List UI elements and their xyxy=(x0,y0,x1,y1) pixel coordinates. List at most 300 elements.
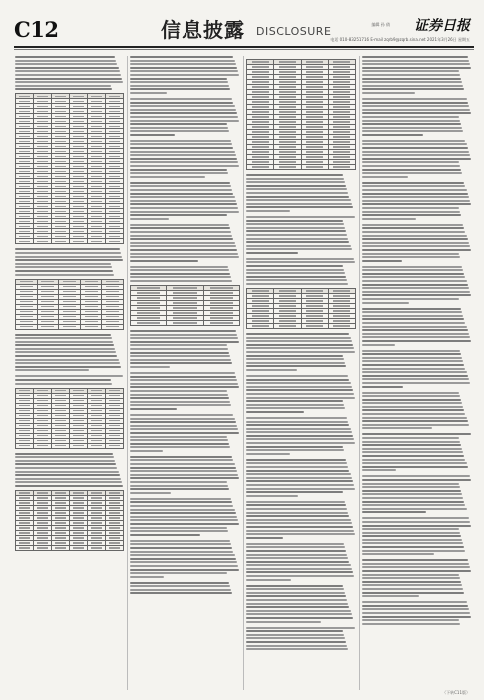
text-line xyxy=(362,315,463,317)
cell-text xyxy=(91,410,102,412)
cell-text xyxy=(73,146,84,148)
text-line xyxy=(130,211,239,213)
text-line xyxy=(246,279,347,281)
text-line xyxy=(130,576,164,578)
cell-text xyxy=(109,492,120,494)
text-line xyxy=(15,478,121,480)
cell-text xyxy=(73,186,84,188)
text-line xyxy=(362,563,469,565)
cell-text xyxy=(37,166,48,168)
table-row xyxy=(131,291,240,296)
text-line xyxy=(362,375,468,377)
cell-text xyxy=(73,216,84,218)
text-line xyxy=(130,78,227,80)
text-line xyxy=(130,337,238,339)
cell-text xyxy=(109,106,120,108)
cell-text xyxy=(333,290,350,292)
cell-text xyxy=(37,136,48,138)
cell-text xyxy=(306,166,323,168)
cell-text xyxy=(19,512,30,514)
cell-text xyxy=(306,61,323,63)
cell-text xyxy=(73,512,84,514)
cell-text xyxy=(73,236,84,238)
text-line xyxy=(362,521,470,523)
cell-text xyxy=(333,161,350,163)
text-line xyxy=(362,260,402,262)
cell-text xyxy=(91,106,102,108)
cell-text xyxy=(85,316,98,318)
table-cell xyxy=(106,545,124,550)
text-line xyxy=(130,224,229,226)
text-line xyxy=(15,88,112,90)
cell-text xyxy=(37,106,48,108)
cell-text xyxy=(306,101,323,103)
cell-text xyxy=(55,435,66,437)
table-cell xyxy=(34,545,52,550)
cell-text xyxy=(106,316,119,318)
text-line xyxy=(362,189,467,191)
table-cell xyxy=(59,324,81,329)
cell-text xyxy=(91,497,102,499)
column-2 xyxy=(130,56,240,690)
cell-text xyxy=(63,281,76,283)
cell-text xyxy=(73,537,84,539)
cell-text xyxy=(106,311,119,313)
table-cell xyxy=(16,324,38,329)
cell-text xyxy=(91,445,102,447)
text-line xyxy=(130,428,238,430)
text-line xyxy=(246,550,346,552)
text-line xyxy=(246,546,345,548)
cell-text xyxy=(252,101,269,103)
cell-text xyxy=(333,121,350,123)
text-line xyxy=(246,575,354,577)
text-line xyxy=(130,467,236,469)
cell-text xyxy=(306,300,323,302)
text-line xyxy=(130,492,171,494)
cell-text xyxy=(252,106,269,108)
cell-text xyxy=(106,291,119,293)
text-line xyxy=(362,483,459,485)
text-line xyxy=(362,577,460,579)
text-line xyxy=(130,372,235,374)
text-line xyxy=(362,601,467,603)
cell-text xyxy=(333,96,350,98)
text-line xyxy=(15,78,122,80)
section-title: 信息披露 xyxy=(161,18,245,42)
text-line xyxy=(130,477,239,479)
table-cell xyxy=(88,239,106,244)
text-line xyxy=(362,592,464,594)
text-line xyxy=(246,276,346,278)
cell-text xyxy=(19,522,30,524)
cell-text xyxy=(19,400,30,402)
cell-text xyxy=(19,231,30,233)
text-line xyxy=(246,438,354,440)
cell-text xyxy=(109,136,120,138)
cell-text xyxy=(91,512,102,514)
cell-text xyxy=(73,121,84,123)
text-line xyxy=(130,105,235,107)
text-line xyxy=(362,344,395,346)
text-line xyxy=(130,397,229,399)
cell-text xyxy=(73,390,84,392)
table-row xyxy=(16,289,124,294)
text-line xyxy=(362,154,470,156)
cell-text xyxy=(19,156,30,158)
table-cell xyxy=(328,165,355,170)
cell-text xyxy=(279,161,296,163)
cell-text xyxy=(55,430,66,432)
column-divider xyxy=(127,56,128,690)
text-line xyxy=(246,362,345,364)
cell-text xyxy=(85,321,98,323)
cell-text xyxy=(37,400,48,402)
text-line xyxy=(246,230,346,232)
cell-text xyxy=(91,532,102,534)
cell-text xyxy=(55,171,66,173)
text-line xyxy=(130,344,227,346)
text-line xyxy=(130,120,239,122)
cell-text xyxy=(55,146,66,148)
continuation-note: （下转C11版） xyxy=(442,690,470,695)
cell-text xyxy=(106,286,119,288)
text-line xyxy=(362,584,462,586)
text-line xyxy=(362,245,470,247)
cell-text xyxy=(73,435,84,437)
cell-text xyxy=(210,287,233,289)
cell-text xyxy=(106,306,119,308)
text-line xyxy=(15,252,121,254)
text-line xyxy=(246,522,352,524)
text-line xyxy=(246,382,351,384)
cell-text xyxy=(41,286,54,288)
text-line xyxy=(130,341,239,343)
cell-text xyxy=(279,310,296,312)
cell-text xyxy=(252,325,269,327)
text-line xyxy=(362,371,467,373)
text-line xyxy=(362,392,459,394)
text-line xyxy=(246,617,353,619)
text-line xyxy=(246,554,347,556)
text-line xyxy=(130,81,228,83)
cell-text xyxy=(109,507,120,509)
cell-text xyxy=(306,106,323,108)
cell-text xyxy=(19,435,30,437)
table-row xyxy=(131,311,240,316)
text-line xyxy=(362,165,460,167)
text-line xyxy=(246,435,353,437)
cell-text xyxy=(109,196,120,198)
text-line xyxy=(130,245,236,247)
text-line xyxy=(362,105,469,107)
text-line xyxy=(362,550,465,552)
cell-text xyxy=(73,111,84,113)
text-line xyxy=(246,495,298,497)
cell-text xyxy=(333,86,350,88)
cell-text xyxy=(73,221,84,223)
cell-text xyxy=(333,156,350,158)
text-line xyxy=(246,473,351,475)
cell-text xyxy=(252,300,269,302)
text-line xyxy=(130,523,239,525)
cell-text xyxy=(137,312,160,314)
cell-text xyxy=(333,315,350,317)
text-line xyxy=(15,63,117,65)
cell-text xyxy=(19,395,30,397)
text-line xyxy=(246,630,343,632)
cell-text xyxy=(306,71,323,73)
cell-text xyxy=(55,96,66,98)
cell-text xyxy=(19,241,30,243)
cell-text xyxy=(73,106,84,108)
cell-text xyxy=(252,111,269,113)
text-line xyxy=(362,493,462,495)
text-line xyxy=(362,81,462,83)
cell-text xyxy=(41,326,54,328)
cell-text xyxy=(55,181,66,183)
cell-text xyxy=(55,201,66,203)
text-line xyxy=(362,486,460,488)
text-line xyxy=(130,269,229,271)
cell-text xyxy=(91,420,102,422)
cell-text xyxy=(279,305,296,307)
cell-text xyxy=(252,320,269,322)
data-table xyxy=(15,388,124,449)
text-line xyxy=(15,359,119,361)
text-line xyxy=(362,70,459,72)
cell-text xyxy=(55,415,66,417)
cell-text xyxy=(55,410,66,412)
cell-text xyxy=(73,241,84,243)
cell-text xyxy=(252,96,269,98)
cell-text xyxy=(279,126,296,128)
text-line xyxy=(130,92,167,94)
cell-text xyxy=(55,166,66,168)
cell-text xyxy=(109,116,120,118)
cell-text xyxy=(41,281,54,283)
text-line xyxy=(130,70,238,72)
cell-text xyxy=(279,136,296,138)
text-line xyxy=(15,70,120,72)
cell-text xyxy=(20,291,33,293)
cell-text xyxy=(91,517,102,519)
cell-text xyxy=(37,131,48,133)
cell-text xyxy=(91,116,102,118)
cell-text xyxy=(91,236,102,238)
cell-text xyxy=(279,91,296,93)
text-line xyxy=(362,207,459,209)
text-line xyxy=(246,174,343,176)
cell-text xyxy=(37,181,48,183)
cell-text xyxy=(137,307,160,309)
cell-text xyxy=(306,121,323,123)
text-line xyxy=(246,375,348,377)
text-line xyxy=(130,485,228,487)
text-line xyxy=(362,542,463,544)
text-line xyxy=(246,449,344,451)
cell-text xyxy=(73,201,84,203)
text-line xyxy=(246,627,355,629)
cell-text xyxy=(73,415,84,417)
text-line xyxy=(362,182,464,184)
table-row xyxy=(247,324,356,329)
cell-text xyxy=(20,311,33,313)
text-line xyxy=(362,172,462,174)
text-line xyxy=(246,203,352,205)
text-line xyxy=(130,505,233,507)
text-line xyxy=(246,515,349,517)
text-line xyxy=(15,456,114,458)
cell-text xyxy=(210,292,233,294)
text-line xyxy=(130,147,233,149)
data-table xyxy=(15,490,124,551)
cell-text xyxy=(210,302,233,304)
text-line xyxy=(130,386,239,388)
cell-text xyxy=(109,176,120,178)
text-line xyxy=(130,547,232,549)
text-line xyxy=(362,98,467,100)
cell-text xyxy=(63,306,76,308)
text-line xyxy=(362,298,459,300)
text-line xyxy=(15,463,116,465)
cell-text xyxy=(279,86,296,88)
cell-text xyxy=(109,191,120,193)
cell-text xyxy=(109,537,120,539)
text-line xyxy=(362,224,463,226)
cell-text xyxy=(109,211,120,213)
text-line xyxy=(130,498,231,500)
cell-text xyxy=(73,116,84,118)
text-line xyxy=(246,561,349,563)
text-line xyxy=(246,344,353,346)
cell-text xyxy=(55,106,66,108)
cell-text xyxy=(37,201,48,203)
text-line xyxy=(246,258,354,260)
text-line xyxy=(246,592,345,594)
text-line xyxy=(362,528,459,530)
text-line xyxy=(362,308,461,310)
cell-text xyxy=(109,445,120,447)
table-row xyxy=(131,301,240,306)
text-line xyxy=(130,530,228,532)
cell-text xyxy=(73,171,84,173)
cell-text xyxy=(37,216,48,218)
cell-text xyxy=(333,66,350,68)
cell-text xyxy=(279,81,296,83)
cell-text xyxy=(73,517,84,519)
cell-text xyxy=(333,300,350,302)
cell-text xyxy=(109,231,120,233)
cell-text xyxy=(85,301,98,303)
cell-text xyxy=(19,111,30,113)
text-line xyxy=(362,143,467,145)
text-line xyxy=(130,116,238,118)
text-line xyxy=(130,589,231,591)
table-cell xyxy=(328,324,355,329)
cell-text xyxy=(306,111,323,113)
text-line xyxy=(15,259,123,261)
cell-text xyxy=(106,281,119,283)
cell-text xyxy=(55,191,66,193)
cell-text xyxy=(20,316,33,318)
cell-text xyxy=(279,71,296,73)
cell-text xyxy=(91,176,102,178)
cell-text xyxy=(137,297,160,299)
table-row xyxy=(131,296,240,301)
cell-text xyxy=(109,201,120,203)
text-line xyxy=(15,274,114,276)
table-row xyxy=(131,286,240,291)
cell-text xyxy=(19,191,30,193)
cell-text xyxy=(85,311,98,313)
cell-text xyxy=(91,221,102,223)
cell-text xyxy=(333,131,350,133)
cell-text xyxy=(91,522,102,524)
text-line xyxy=(246,537,283,539)
cell-text xyxy=(55,121,66,123)
cell-text xyxy=(279,106,296,108)
text-line xyxy=(362,123,461,125)
text-line xyxy=(246,188,347,190)
table-row xyxy=(16,279,124,284)
cell-text xyxy=(73,176,84,178)
text-line xyxy=(130,253,238,255)
text-line xyxy=(246,358,344,360)
text-line xyxy=(15,362,120,364)
table-row xyxy=(16,319,124,324)
text-line xyxy=(246,462,347,464)
text-line xyxy=(15,481,122,483)
cell-text xyxy=(109,522,120,524)
text-line xyxy=(362,294,471,296)
cell-text xyxy=(37,497,48,499)
text-line xyxy=(362,151,469,153)
cell-text xyxy=(19,106,30,108)
masthead-rule-thin xyxy=(14,49,474,50)
text-line xyxy=(246,470,349,472)
text-line xyxy=(130,172,228,174)
text-line xyxy=(246,446,343,448)
cell-text xyxy=(279,290,296,292)
text-line xyxy=(130,196,235,198)
text-line xyxy=(130,379,237,381)
column-4 xyxy=(362,56,472,690)
cell-text xyxy=(19,405,30,407)
text-line xyxy=(362,382,470,384)
cell-text xyxy=(91,542,102,544)
text-line xyxy=(362,196,469,198)
cell-text xyxy=(37,420,48,422)
cell-text xyxy=(73,211,84,213)
text-line xyxy=(246,585,343,587)
cell-text xyxy=(37,527,48,529)
cell-text xyxy=(73,101,84,103)
table-row xyxy=(16,324,124,329)
cell-text xyxy=(173,297,196,299)
text-line xyxy=(130,112,237,114)
text-line xyxy=(130,280,232,282)
text-line xyxy=(130,390,227,392)
cell-text xyxy=(37,425,48,427)
text-line xyxy=(246,397,355,399)
cell-text xyxy=(252,76,269,78)
text-line xyxy=(15,379,111,381)
cell-text xyxy=(279,61,296,63)
cell-text xyxy=(37,126,48,128)
cell-text xyxy=(55,390,66,392)
cell-text xyxy=(109,171,120,173)
